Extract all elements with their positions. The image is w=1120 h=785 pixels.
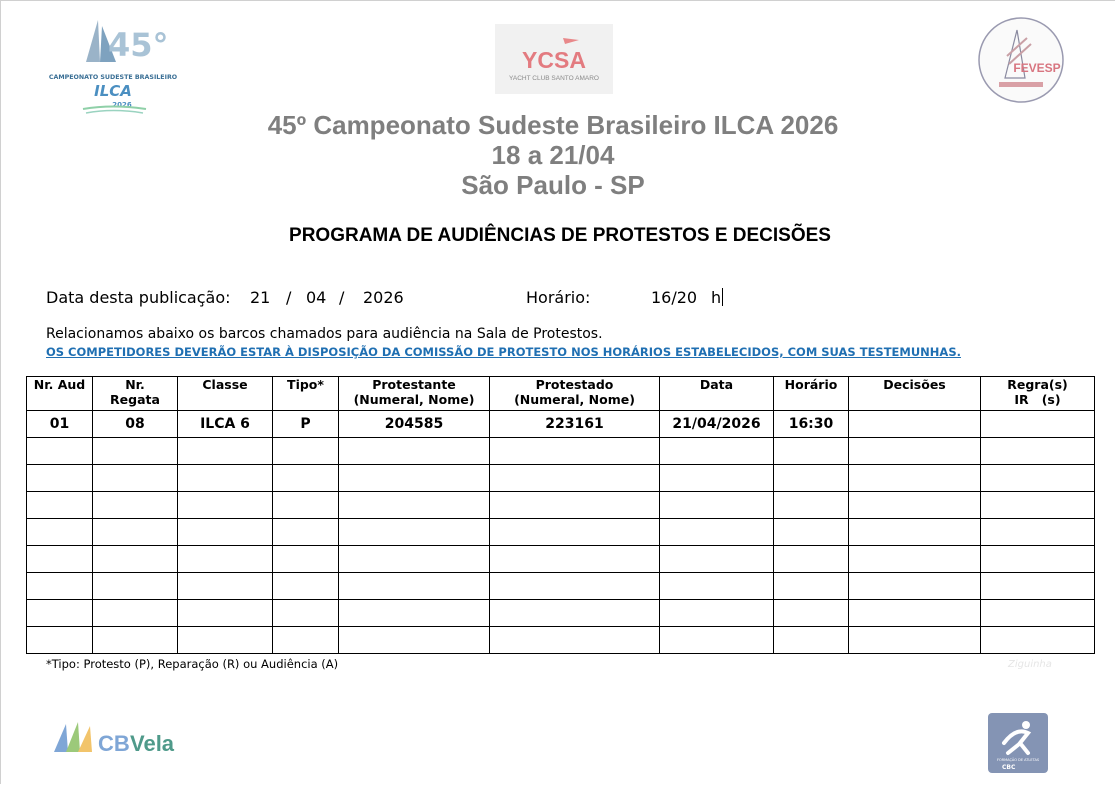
table-cell[interactable] xyxy=(981,411,1095,438)
table-cell[interactable] xyxy=(93,519,178,546)
column-header-sublabel: Regata xyxy=(110,392,160,407)
table-cell[interactable]: 08 xyxy=(93,411,178,438)
table-cell[interactable] xyxy=(849,465,981,492)
table-cell[interactable] xyxy=(849,546,981,573)
table-cell[interactable] xyxy=(490,492,660,519)
table-cell[interactable] xyxy=(660,492,774,519)
hearings-table xyxy=(26,376,1095,654)
table-cell[interactable] xyxy=(178,627,273,654)
table-cell[interactable] xyxy=(27,492,93,519)
title-line-location: São Paulo - SP xyxy=(461,170,645,200)
table-cell[interactable] xyxy=(981,546,1095,573)
table-cell[interactable] xyxy=(27,600,93,627)
cbvela-logo xyxy=(52,718,182,758)
table-cell[interactable] xyxy=(27,546,93,573)
table-cell[interactable] xyxy=(660,438,774,465)
column-header xyxy=(774,377,849,411)
table-cell[interactable] xyxy=(774,546,849,573)
table-cell[interactable] xyxy=(490,546,660,573)
table-cell[interactable] xyxy=(178,465,273,492)
table-cell[interactable] xyxy=(849,573,981,600)
table-cell[interactable] xyxy=(27,573,93,600)
publication-year[interactable]: 2026 xyxy=(363,288,404,307)
date-separator: / xyxy=(339,288,345,307)
table-cell[interactable] xyxy=(339,492,490,519)
championship-title xyxy=(0,110,1106,200)
publication-time-unit[interactable]: h xyxy=(711,288,722,307)
table-cell[interactable] xyxy=(490,519,660,546)
table-cell[interactable] xyxy=(490,465,660,492)
table-cell[interactable] xyxy=(339,600,490,627)
table-cell[interactable] xyxy=(849,492,981,519)
competitors-notice-link[interactable]: OS COMPETIDORES DEVERÃO ESTAR À DISPOSIÇÃO DA COMISSÃO DE PROTESTO NOS HORÁRIOS ESTABELECIDOS, COM SUAS TESTEMUNHAS. xyxy=(46,345,961,359)
title-line-dates: 18 a 21/04 xyxy=(491,140,615,170)
table-row xyxy=(27,519,1095,546)
table-cell[interactable] xyxy=(849,411,981,438)
ilca-number: 45° xyxy=(108,26,169,64)
table-cell[interactable] xyxy=(273,600,339,627)
table-cell[interactable] xyxy=(178,600,273,627)
column-header-label: Classe xyxy=(202,377,248,392)
table-cell[interactable] xyxy=(981,627,1095,654)
table-cell[interactable] xyxy=(93,546,178,573)
table-cell[interactable] xyxy=(273,438,339,465)
table-row xyxy=(27,600,1095,627)
table-cell[interactable] xyxy=(660,519,774,546)
table-cell[interactable] xyxy=(981,573,1095,600)
column-header-sublabel: IR (s) xyxy=(1014,392,1061,407)
type-footnote: *Tipo: Protesto (P), Reparação (R) ou Audiência (A) xyxy=(46,657,339,671)
column-header xyxy=(490,377,660,411)
table-cell[interactable] xyxy=(339,519,490,546)
table-cell[interactable] xyxy=(774,465,849,492)
table-row xyxy=(27,411,1095,438)
column-header xyxy=(339,377,490,411)
table-cell[interactable] xyxy=(849,600,981,627)
table-cell[interactable]: P xyxy=(273,411,339,438)
table-cell[interactable] xyxy=(774,492,849,519)
ilca-championship-logo xyxy=(48,16,178,116)
column-header xyxy=(178,377,273,411)
table-cell[interactable] xyxy=(981,492,1095,519)
svg-text:CB: CB xyxy=(98,731,130,756)
table-header-row xyxy=(27,377,1095,411)
date-separator: / xyxy=(286,288,292,307)
column-header-label: Protestante xyxy=(372,377,456,392)
table-cell[interactable]: ILCA 6 xyxy=(178,411,273,438)
table-cell[interactable] xyxy=(774,573,849,600)
column-header-label: Decisões xyxy=(883,377,946,392)
svg-text:CAMPEONATO SUDESTE BRASILEIRO: CAMPEONATO SUDESTE BRASILEIRO xyxy=(48,74,178,81)
table-cell[interactable] xyxy=(93,627,178,654)
fevesp-logo xyxy=(977,16,1065,104)
svg-text:CBC: CBC xyxy=(1002,764,1016,771)
column-header xyxy=(273,377,339,411)
svg-text:ILCA: ILCA xyxy=(94,82,132,100)
table-cell[interactable] xyxy=(178,438,273,465)
column-header-label: Tipo* xyxy=(287,377,324,392)
svg-text:2026: 2026 xyxy=(112,101,132,109)
table-cell[interactable] xyxy=(981,519,1095,546)
table-cell[interactable] xyxy=(660,546,774,573)
table-cell[interactable]: 16:30 xyxy=(774,411,849,438)
table-cell[interactable] xyxy=(178,573,273,600)
column-header-label: Nr. xyxy=(125,377,145,392)
table-cell[interactable] xyxy=(981,600,1095,627)
svg-text:FORMAÇÃO DE ATLETAS: FORMAÇÃO DE ATLETAS xyxy=(996,758,1040,762)
table-cell[interactable] xyxy=(93,573,178,600)
column-header xyxy=(849,377,981,411)
svg-text:YCSA: YCSA xyxy=(522,47,586,73)
table-cell[interactable] xyxy=(273,573,339,600)
table-cell[interactable] xyxy=(273,519,339,546)
column-header xyxy=(981,377,1095,411)
column-header-label: Protestado xyxy=(535,377,614,392)
table-cell[interactable] xyxy=(27,465,93,492)
table-row xyxy=(27,627,1095,654)
watermark-text: Ziguinha xyxy=(1008,659,1052,670)
table-cell[interactable]: 01 xyxy=(27,411,93,438)
table-cell[interactable] xyxy=(27,627,93,654)
column-header-label: Data xyxy=(699,377,734,392)
table-cell[interactable] xyxy=(27,438,93,465)
table-cell[interactable] xyxy=(339,465,490,492)
table-cell[interactable] xyxy=(273,627,339,654)
title-line-event: 45º Campeonato Sudeste Brasileiro ILCA 2026 xyxy=(267,110,839,140)
column-header-sublabel: (Numeral, Nome) xyxy=(353,392,475,407)
table-cell[interactable] xyxy=(273,465,339,492)
table-cell[interactable] xyxy=(660,573,774,600)
publication-date-label: Data desta publicação: xyxy=(46,288,231,307)
table-cell[interactable] xyxy=(339,573,490,600)
column-header-label: Regra(s) xyxy=(1007,377,1068,392)
table-cell[interactable] xyxy=(981,438,1095,465)
table-row xyxy=(27,573,1095,600)
table-cell[interactable] xyxy=(774,519,849,546)
table-cell[interactable] xyxy=(273,492,339,519)
cbc-athlete-training-logo xyxy=(988,713,1048,773)
table-cell[interactable] xyxy=(339,438,490,465)
svg-text:YACHT CLUB SANTO AMARO: YACHT CLUB SANTO AMARO xyxy=(509,75,599,82)
table-cell[interactable]: 21/04/2026 xyxy=(660,411,774,438)
table-row xyxy=(27,438,1095,465)
table-cell[interactable] xyxy=(774,438,849,465)
column-header xyxy=(27,377,93,411)
table-cell[interactable] xyxy=(490,627,660,654)
table-cell[interactable] xyxy=(93,492,178,519)
table-cell[interactable] xyxy=(849,519,981,546)
table-cell[interactable] xyxy=(660,627,774,654)
publication-time-label: Horário: xyxy=(526,288,591,307)
table-cell[interactable] xyxy=(339,546,490,573)
publication-month[interactable]: 04 xyxy=(306,288,327,307)
table-cell[interactable] xyxy=(93,465,178,492)
table-row xyxy=(27,546,1095,573)
table-cell[interactable] xyxy=(490,573,660,600)
table-cell[interactable]: 204585 xyxy=(339,411,490,438)
table-cell[interactable] xyxy=(178,546,273,573)
table-cell[interactable] xyxy=(981,465,1095,492)
table-cell[interactable] xyxy=(178,492,273,519)
column-header-sublabel: (Numeral, Nome) xyxy=(514,392,635,407)
publication-time[interactable]: 16/20 xyxy=(651,288,698,307)
text-cursor xyxy=(722,288,723,306)
table-cell[interactable] xyxy=(774,627,849,654)
table-cell[interactable] xyxy=(490,438,660,465)
table-cell[interactable] xyxy=(490,600,660,627)
table-cell[interactable] xyxy=(178,519,273,546)
table-cell[interactable] xyxy=(849,627,981,654)
table-row xyxy=(27,465,1095,492)
table-cell[interactable] xyxy=(27,519,93,546)
table-cell[interactable] xyxy=(774,600,849,627)
table-row xyxy=(27,492,1095,519)
column-header xyxy=(660,377,774,411)
ycsa-logo xyxy=(495,24,613,94)
column-header-label: Nr. Aud xyxy=(33,377,86,392)
column-header-label: Horário xyxy=(784,377,838,392)
intro-text: Relacionamos abaixo os barcos chamados para audiência na Sala de Protestos. xyxy=(46,326,603,342)
svg-text:FEVESP: FEVESP xyxy=(1013,61,1061,75)
column-header xyxy=(93,377,178,411)
table-cell[interactable] xyxy=(849,438,981,465)
table-cell[interactable] xyxy=(339,627,490,654)
table-cell[interactable] xyxy=(273,546,339,573)
table-cell[interactable] xyxy=(93,600,178,627)
table-cell[interactable] xyxy=(660,600,774,627)
svg-text:Vela: Vela xyxy=(130,731,175,756)
table-cell[interactable] xyxy=(660,465,774,492)
table-cell[interactable] xyxy=(93,438,178,465)
page-subtitle: PROGRAMA DE AUDIÊNCIAS DE PROTESTOS E DECISÕES xyxy=(289,225,831,246)
table-cell[interactable]: 223161 xyxy=(490,411,660,438)
publication-day[interactable]: 21 xyxy=(250,288,271,307)
